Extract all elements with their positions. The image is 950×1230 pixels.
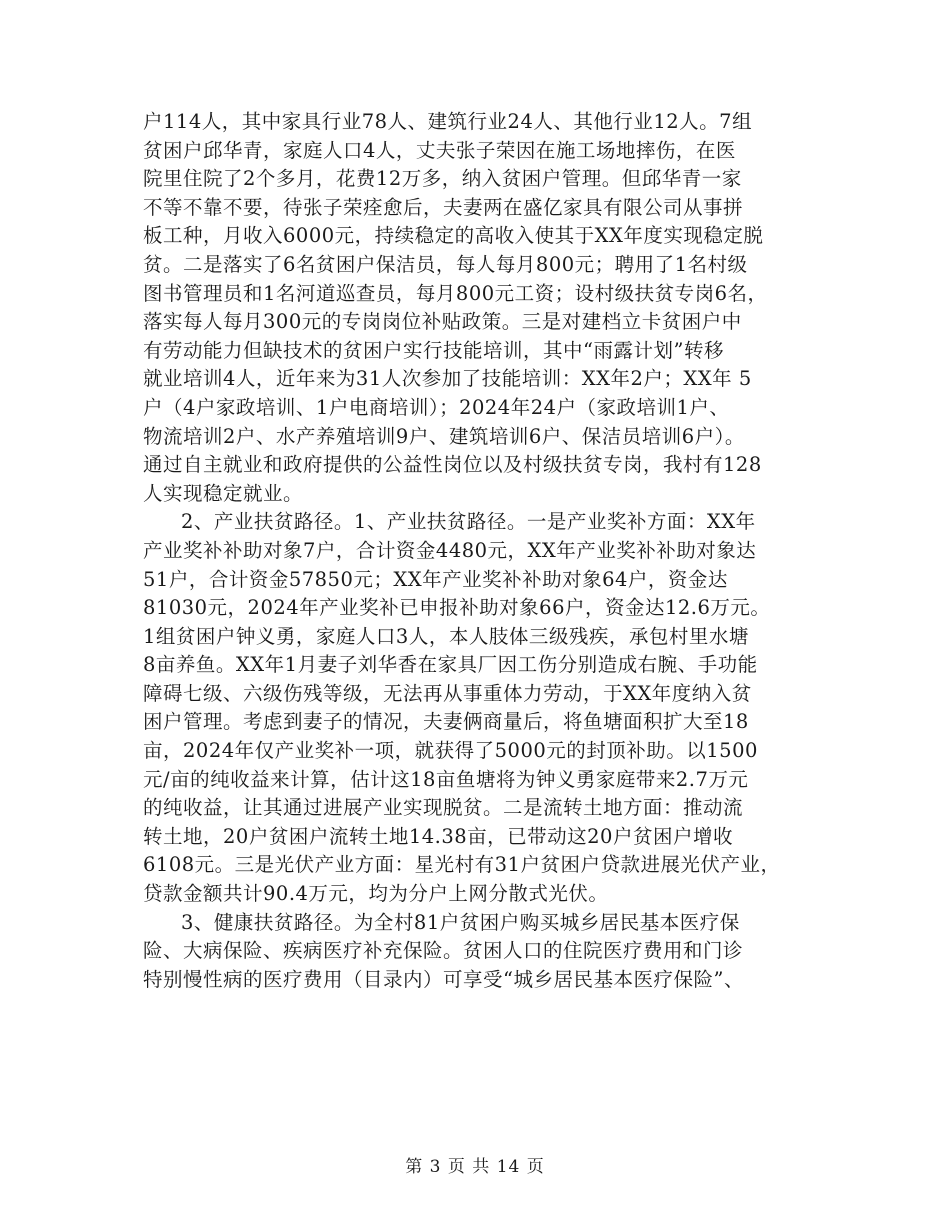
text-line: 不等不靠不要，待张子荣痊愈后，夫妻两在盛亿家具有限公司从事拼 — [143, 195, 744, 219]
text-line: 板工种，月收入6000元，持续稳定的高收入使其于XX年度实现稳定脱 — [143, 224, 764, 248]
text-line: 的纯收益，让其通过进展产业实现脱贫。二是流转土地方面：推动流 — [143, 796, 744, 820]
text-line: 81030元，2024年产业奖补已申报补助对象66户，资金达12.6万元。 — [143, 596, 771, 620]
text-line: 有劳动能力但缺技术的贫困户实行技能培训，其中“雨露计划”转移 — [143, 338, 724, 362]
text-line: 贷款金额共计90.4万元，均为分户上网分散式光伏。 — [143, 882, 609, 906]
text-line: 2、产业扶贫路径。1、产业扶贫路径。一是产业奖补方面：XX年 — [181, 510, 756, 534]
text-line: 元/亩的纯收益来计算，估计这18亩鱼塘将为钟义勇家庭带来2.7万元 — [143, 767, 749, 791]
text-line: 通过自主就业和政府提供的公益性岗位以及村级扶贫专岗，我村有128 — [143, 453, 762, 477]
text-line: 图书管理员和1名河道巡查员，每月800元工资；设村级扶贫专岗6名， — [143, 281, 768, 305]
text-line: 院里住院了2个多月，花费12万多，纳入贫困户管理。但邱华青一家 — [143, 167, 742, 191]
text-line: 贫困户邱华青，家庭人口4人，丈夫张子荣因在施工场地摔伤，在医 — [143, 138, 736, 162]
page-footer: 第 3 页 共 14 页 — [405, 1157, 545, 1177]
text-line: 1组贫困户钟义勇，家庭人口3人，本人肢体三级残疾，承包村里水塘 — [143, 624, 749, 648]
text-line: 6108元。三是光伏产业方面：星光村有31户贫困户贷款进展光伏产业， — [143, 853, 781, 877]
text-line: 3、健康扶贫路径。为全村81户贫困户购买城乡居民基本医疗保 — [181, 910, 740, 934]
text-line: 落实每人每月300元的专岗岗位补贴政策。三是对建档立卡贫困户中 — [143, 310, 742, 334]
text-line: 转土地，20户贫困户流转土地14.38亩，已带动这20户贫困户增收 — [143, 824, 733, 848]
text-line: 险、大病保险、疾病医疗补充保险。贫困人口的住院医疗费用和门诊 — [143, 939, 744, 963]
body-text — [143, 108, 843, 994]
text-line: 物流培训2户、水产养殖培训9户、建筑培训6户、保洁员培训6户）。 — [143, 424, 745, 448]
text-line: 人实现稳定就业。 — [143, 481, 304, 505]
text-line: 障碍七级、六级伤残等级，无法再从事重体力劳动，于XX年度纳入贫 — [143, 681, 752, 705]
text-line: 特别慢性病的医疗费用（目录内）可享受“城乡居民基本医疗保险”、 — [143, 967, 744, 991]
text-line: 户114人，其中家具行业78人、建筑行业24人、其他行业12人。7组 — [143, 110, 753, 133]
text-line: 产业奖补补助对象7户，合计资金4480元，XX年产业奖补补助对象达 — [143, 538, 757, 562]
text-line: 就业培训4人，近年来为31人次参加了技能培训：XX年2户；XX年 5 — [143, 367, 752, 391]
text-line: 困户管理。考虑到妻子的情况，夫妻俩商量后，将鱼塘面积扩大至18 — [143, 710, 749, 734]
text-line: 贫。二是落实了6名贫困户保洁员，每人每月800元；聘用了1名村级 — [143, 252, 748, 276]
text-line: 8亩养鱼。XX年1月妻子刘华香在家具厂因工伤分别造成右腕、手功能 — [143, 653, 758, 677]
text-line: 户（4户家政培训、1户电商培训）；2024年24户（家政培训1户、 — [143, 395, 730, 419]
text-line: 亩，2024年仅产业奖补一项，就获得了5000元的封顶补助。以1500 — [143, 739, 758, 763]
text-line: 51户，合计资金57850元；XX年产业奖补补助对象64户，资金达 — [143, 567, 728, 591]
